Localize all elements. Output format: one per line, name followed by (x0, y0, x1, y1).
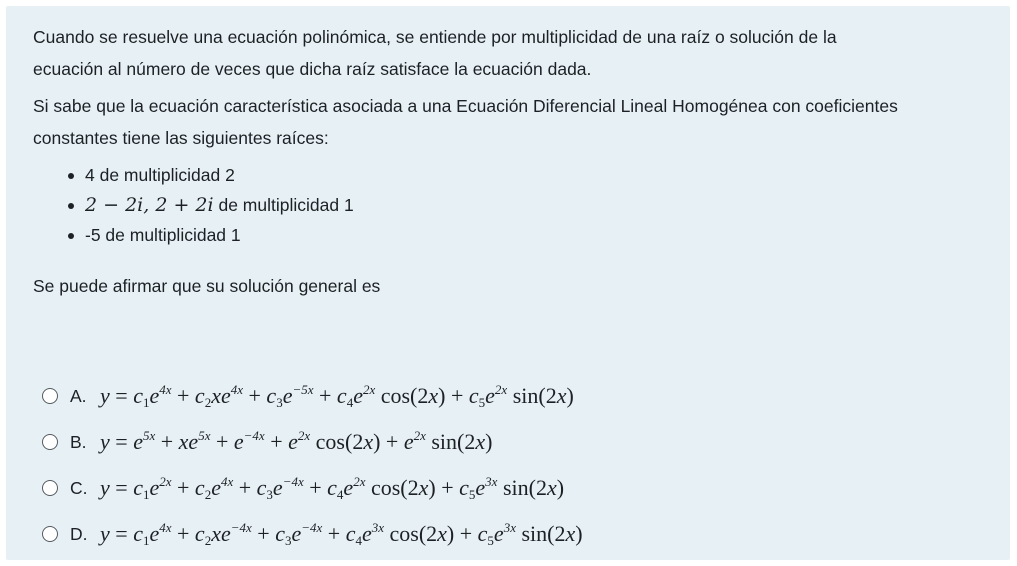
option-letter: D. (70, 523, 88, 544)
option-d[interactable] (42, 511, 583, 557)
context-line-1: Si sabe que la ecuación característica asociada a una Ecuación Diferencial Lineal Homogénea con coeficientes (33, 96, 898, 116)
roots-list (68, 160, 354, 250)
answer-options (42, 373, 583, 557)
option-letter: C. (70, 477, 88, 498)
question-context (33, 90, 1008, 154)
question-intro (33, 21, 1008, 85)
option-c[interactable] (42, 465, 583, 511)
root-item-text: -5 de multiplicidad 1 (85, 225, 241, 245)
option-a[interactable] (42, 373, 583, 419)
radio-button-d[interactable] (42, 526, 58, 542)
root-item (68, 160, 354, 190)
radio-button-c[interactable] (42, 480, 58, 496)
question-prompt: Se puede afirmar que su solución general es (33, 276, 381, 296)
root-item (68, 220, 354, 250)
radio-button-a[interactable] (42, 388, 58, 404)
root-item-text: 4 de multiplicidad 2 (85, 165, 235, 185)
context-line-2: constantes tiene las siguientes raíces: (33, 128, 329, 148)
option-expression: $y = c_1e^{4x} + c_2xe^{4x} + c_3e^{-5x} + c_4e^{2x}$ $\cos(2x) + c_5e^{2x}$ sin(2x) (100, 382, 574, 410)
option-expression: $y = c_1e^{2x} + c_2e^{4x} + c_3e^{-4x} + c_4e^{2x}$ $\cos(2x) + c_5e^{3x}$ sin(2x) (100, 474, 565, 502)
root-item-text: de multiplicidad 1 (213, 195, 354, 215)
intro-line-1: Cuando se resuelve una ecuación polinómica, se entiende por multiplicidad de una raíz o solución de la (33, 27, 837, 47)
root-item-math: 2 − 2i, 2 + 2i (85, 194, 214, 216)
root-item (68, 190, 354, 220)
option-letter: A. (70, 385, 87, 406)
option-expression: $y = e^{5x} + xe^{5x} + e^{-4x} + e^{2x}$ $\cos(2x) + e^{2x}$ sin(2x) (100, 428, 493, 454)
radio-button-b[interactable] (42, 434, 58, 450)
option-expression: $y = c_1e^{4x} + c_2xe^{-4x} + c_3e^{-4x} + c_4e^{3x}$ $\cos(2x) + c_5e^{3x}$ sin(2x) (100, 520, 583, 548)
question-card (6, 6, 1010, 560)
intro-line-2: ecuación al número de veces que dicha raíz satisface la ecuación dada. (33, 59, 592, 79)
option-b[interactable] (42, 419, 583, 465)
option-letter: B. (70, 431, 87, 452)
